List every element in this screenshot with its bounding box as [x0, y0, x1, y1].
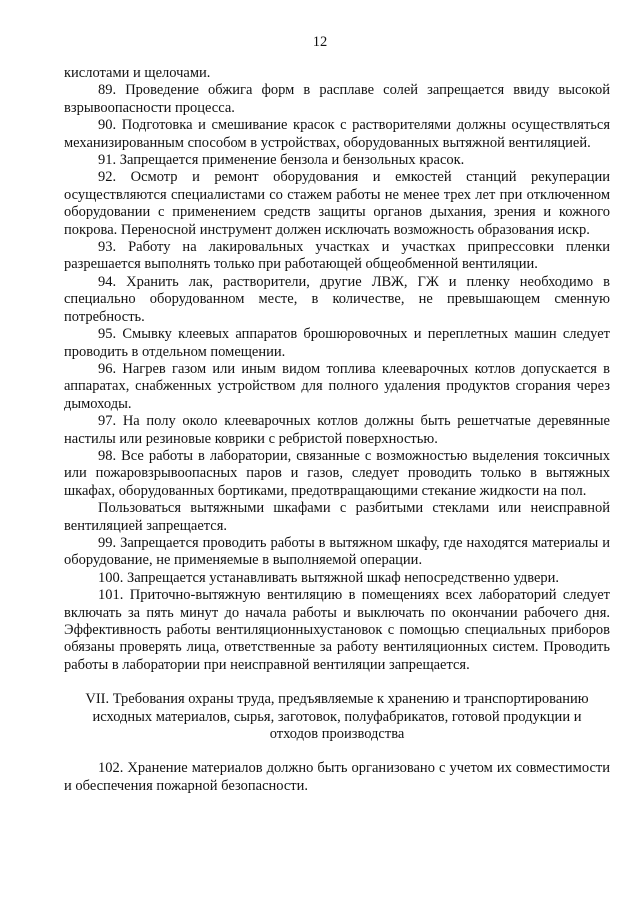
- document-body: [64, 65, 610, 795]
- paragraph-89: 89. Проведение обжига форм в расплаве солей запрещается ввиду высокой взрывоопасности процесса.: [64, 82, 610, 116]
- paragraph-91: 91. Запрещается применение бензола и бензольных красок.: [98, 152, 465, 169]
- paragraph-97: 97. На полу около клееварочных котлов должны быть решетчатые деревянные настилы или резиновые коврики с ребристой поверхностью.: [64, 413, 610, 447]
- paragraph-102: 102. Хранение материалов должно быть организовано с учетом их совместимости и обеспечения пожарной безопасности.: [64, 760, 610, 794]
- paragraph-99: 99. Запрещается проводить работы в вытяжном шкафу, где находятся материалы и оборудование, не применяемые в выполняемой операции.: [64, 534, 610, 569]
- paragraph-95: 95. Смывку клеевых аппаратов брошюровочных и переплетных машин следует проводить в отдельном помещении.: [64, 326, 610, 360]
- paragraph-continuation: кислотами и щелочами.: [64, 65, 211, 81]
- paragraph-98: 98. Все работы в лаборатории, связанные с возможностью выделения токсичных или пожаровзрывоопасных паров и газов, следует проводить только в вытяжных шкафах, оборудованных бортиками, предотвращающими стекание жидкости на пол.: [64, 447, 610, 499]
- paragraph-101: 101. Приточно-вытяжную вентиляцию в помещениях всех лабораторий следует включать за пять минут до начала работы и выключать по окончании рабочего дня. Эффективность работы вентиляционныхустановок с помощью специальных приборов обязаны проверять лица, ответственные за работу вентиляционных систем. Проводить работы в лаборатории при неисправной вентиляции запрещается.: [64, 587, 610, 673]
- paragraph-92: 92. Осмотр и ремонт оборудования и емкостей станций рекуперации осуществляются специалистами со стажем работы не менее трех лет при отключенном оборудовании с применением средств защиты органов дыхания, зрения и кожного покрова. Переносной инструмент должен исключать возможность образования искр.: [64, 169, 610, 238]
- paragraph-98-continuation: Пользоваться вытяжными шкафами с разбитыми стеклами или неисправной вентиляцией запрещается.: [64, 500, 610, 534]
- page-number: 12: [312, 34, 328, 50]
- paragraph-96: 96. Нагрев газом или иным видом топлива клееварочных котлов допускается в аппаратах, снабженных устройством для полного удаления продуктов сгорания через дымоходы.: [64, 360, 610, 412]
- paragraph-94: 94. Хранить лак, растворители, другие ЛВЖ, ГЖ и пленку необходимо в специально оборудованном месте, в количестве, не превышающем сменную потребность.: [64, 273, 610, 325]
- paragraph-93: 93. Работу на лакировальных участках и участках припрессовки пленки разрешается выполнять только при работающей общеобменной вентиляции.: [64, 239, 610, 273]
- section-heading: VII. Требования охраны труда, предъявляемые к хранению и транспортированию исходных материалов, сырья, заготовок, полуфабрикатов, готовой продукции и отходов производства: [85, 691, 589, 743]
- paragraph-100: 100. Запрещается устанавливать вытяжной шкаф непосредственно удвери.: [98, 569, 560, 586]
- paragraph-90: 90. Подготовка и смешивание красок с растворителями должны осуществляться механизированным способом в устройствах, оборудованных вытяжной вентиляцией.: [64, 117, 610, 151]
